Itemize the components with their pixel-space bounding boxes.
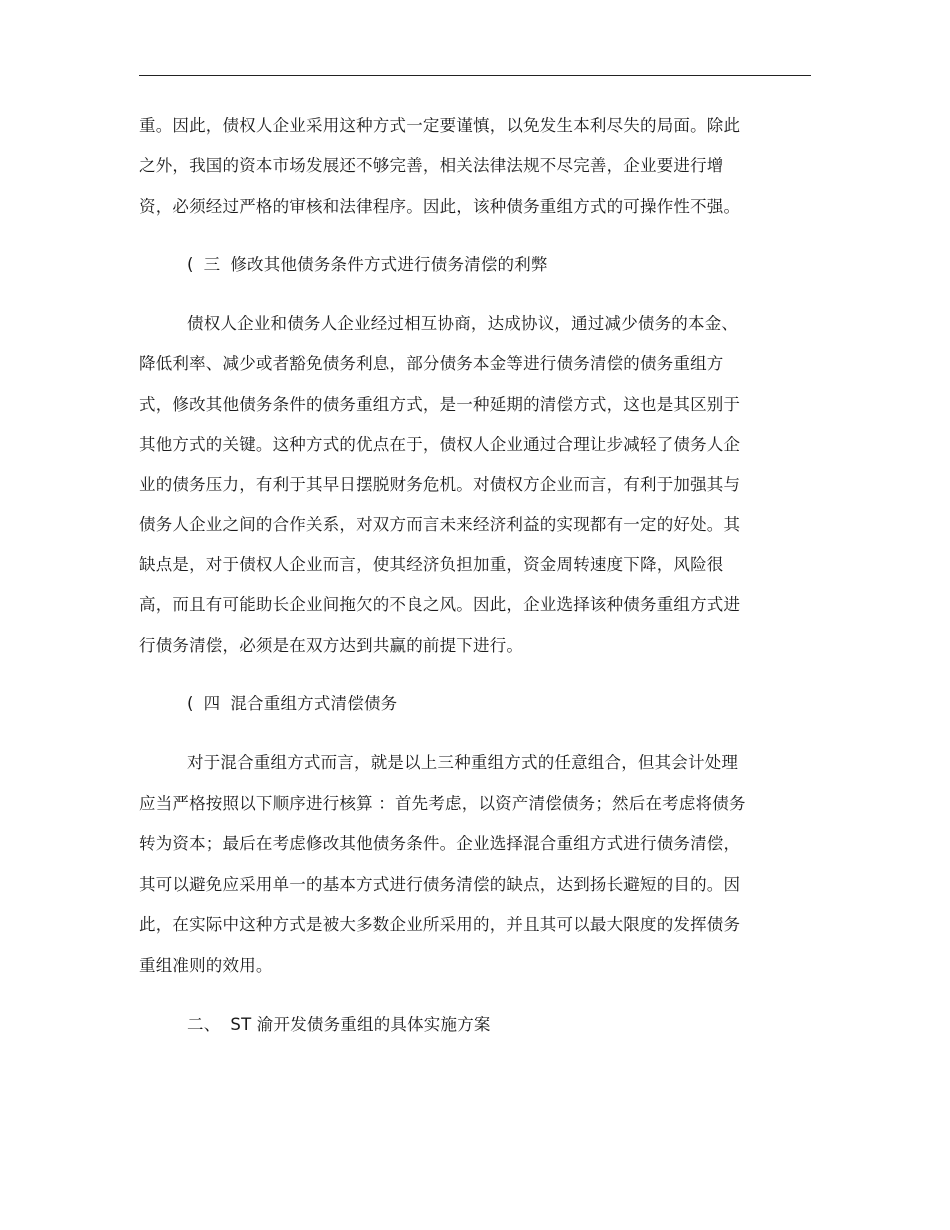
section-heading-4	[187, 694, 397, 714]
paragraph-2-line-2: 降低利率、减少或者豁免债务利息，部分债务本金等进行债务清偿的债务重组方	[139, 354, 724, 373]
heading-3-marker: (	[187, 255, 194, 274]
section-heading-2	[187, 1015, 491, 1035]
paragraph-3-line-5: 此，在实际中这种方式是被大多数企业所采用的，并且其可以最大限度的发挥债务	[139, 915, 741, 934]
paragraph-1-line-3: 资，必须经过严格的审核和法律程序。因此，该种债务重组方式的可操作性不强。	[139, 197, 741, 216]
section-heading-3	[187, 255, 548, 275]
heading-4-marker: (	[187, 694, 194, 713]
heading-3-number: 三	[203, 255, 221, 274]
paragraph-1-line-2: 之外，我国的资本市场发展还不够完善，相关法律法规不尽完善，企业要进行增	[139, 156, 724, 175]
heading-4-title: 混合重组方式清偿债务	[230, 694, 398, 713]
paragraph-2-line-6: 债务人企业之间的合作关系，对双方而言未来经济利益的实现都有一定的好处。其	[139, 515, 741, 534]
paragraph-2-line-1: 债权人企业和债务人企业经过相互协商，达成协议，通过减少债务的本金、	[187, 314, 739, 333]
paragraph-3-line-4: 其可以避免应采用单一的基本方式进行债务清偿的缺点，达到扬长避短的目的。因	[139, 875, 741, 894]
paragraph-2-line-3: 式，修改其他债务条件的债务重组方式，是一种延期的清偿方式，这也是其区别于	[139, 395, 741, 414]
paragraph-3-line-6: 重组准则的效用。	[139, 956, 273, 975]
paragraph-2-line-5: 业的债务压力，有利于其早日摆脱财务危机。对债权方企业而言，有利于加强其与	[139, 475, 741, 494]
heading-4-number: 四	[203, 694, 221, 713]
heading-2-number: 二、	[187, 1015, 221, 1034]
paragraph-3-line-2: 应当严格按照以下顺序进行核算 ：首先考虑，以资产清偿债务；然后在考虑将债务	[139, 794, 746, 813]
paragraph-3-line-3: 转为资本；最后在考虑修改其他债务条件。企业选择混合重组方式进行债务清偿，	[139, 834, 741, 853]
heading-2-title: ST 渝开发债务重组的具体实施方案	[230, 1015, 491, 1034]
paragraph-2-line-8: 高，而且有可能助长企业间拖欠的不良之风。因此，企业选择该种债务重组方式进	[139, 595, 741, 614]
paragraph-2-line-7: 缺点是，对于债权人企业而言，使其经济负担加重，资金周转速度下降，风险很	[139, 555, 724, 574]
heading-3-title: 修改其他债务条件方式进行债务清偿的利弊	[230, 255, 548, 274]
paragraph-2-line-9: 行债务清偿，必须是在双方达到共赢的前提下进行。	[139, 636, 524, 655]
paragraph-3-line-1: 对于混合重组方式而言，就是以上三种重组方式的任意组合，但其会计处理	[187, 753, 739, 772]
paragraph-1-line-1: 重。因此，债权人企业采用这种方式一定要谨慎，以免发生本利尽失的局面。除此	[139, 116, 741, 135]
paragraph-2-line-4: 其他方式的关键。这种方式的优点在于，债权人企业通过合理让步减轻了债务人企	[139, 435, 741, 454]
header-rule	[139, 75, 811, 76]
